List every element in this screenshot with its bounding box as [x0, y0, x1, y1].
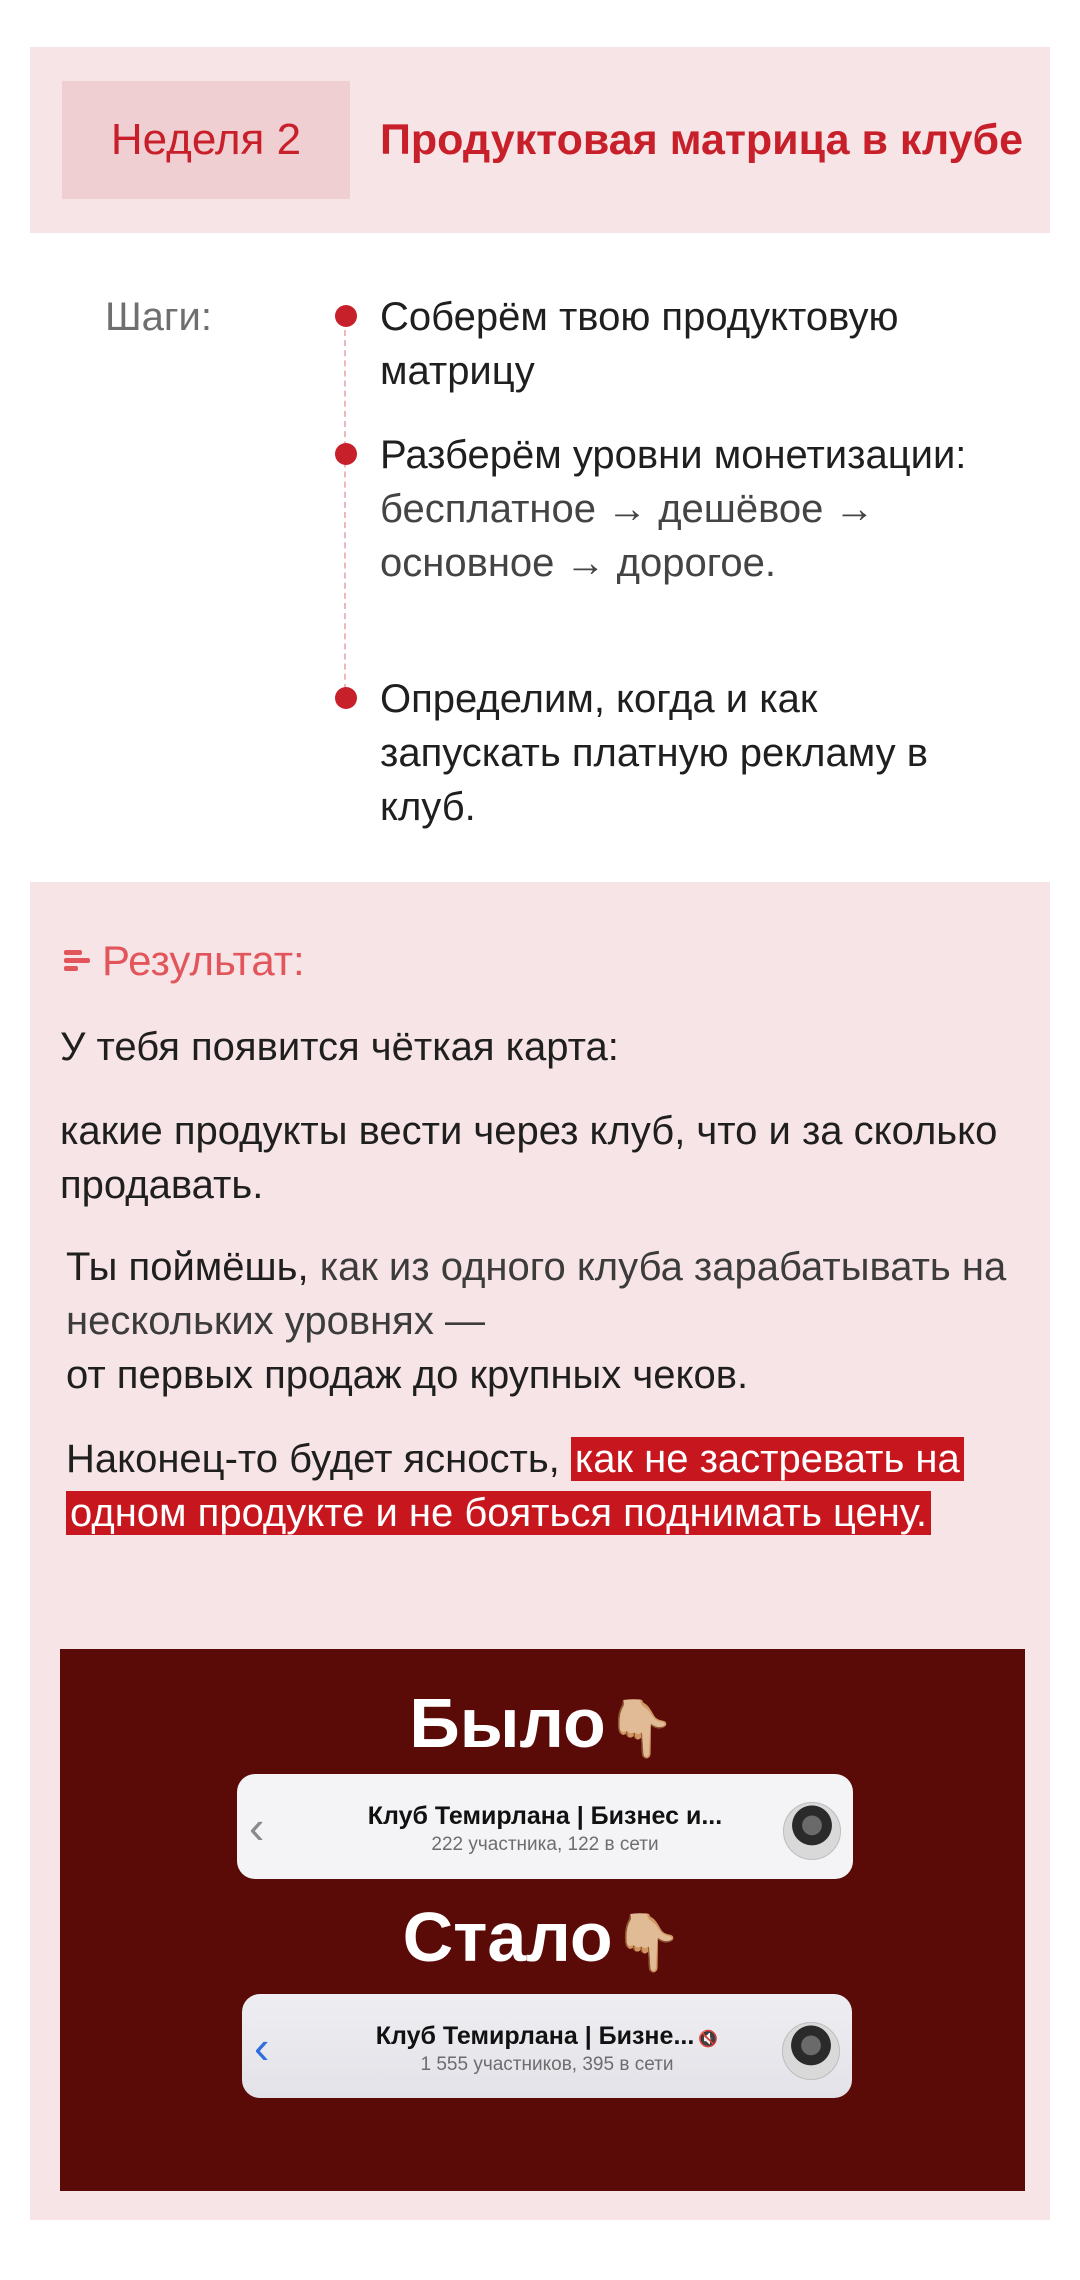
after-label-text: Стало — [402, 1898, 613, 1976]
step-text: Определим, когда и как запускать платную рекламу в клуб. — [380, 677, 929, 829]
result-heading — [64, 937, 305, 985]
step-text: Соберём твою продуктовую матрицу — [380, 295, 899, 393]
bullet-dot-icon — [335, 443, 357, 465]
pointing-down-hand-icon: 👇🏼 — [612, 1910, 683, 1974]
step-extra-text: бесплатное → дешёвое → основное → дорогое. — [380, 487, 875, 585]
avatar — [783, 1802, 841, 1860]
result-paragraph — [66, 1240, 1026, 1402]
result-paragraph: У тебя появится чёткая карта: — [60, 1025, 619, 1069]
result-strong-text: Ты поймёшь, — [66, 1245, 309, 1289]
back-chevron-icon: ‹ — [254, 2021, 270, 2073]
result-paragraph: какие продукты вести через клуб, что и за сколько продавать. — [60, 1109, 998, 1207]
text-lines-icon — [64, 950, 90, 972]
chat-title: Клуб Темирлана | Бизнес и... — [367, 1802, 723, 1830]
step-item — [380, 672, 980, 834]
result-text: Наконец-то будет ясность, — [66, 1437, 571, 1481]
before-after-panel — [60, 1649, 1025, 2191]
highlighted-text: как не застревать на одном продукте и не бояться поднимать цену. — [66, 1437, 964, 1535]
muted-speaker-icon: 🔇 — [698, 2031, 719, 2048]
before-label — [60, 1683, 1025, 1763]
chat-subtitle: 222 участника, 122 в сети — [431, 1834, 659, 1855]
chat-header-after — [242, 1994, 852, 2098]
chat-title-text: Клуб Темирлана | Бизне... — [375, 2022, 695, 2050]
week-badge: Неделя 2 — [62, 81, 350, 199]
result-text: как из одного клуба зарабатывать на нескольких уровнях — — [66, 1245, 1007, 1343]
bullet-dot-icon — [335, 687, 357, 709]
chat-header-before — [237, 1774, 853, 1879]
timeline-line — [344, 330, 346, 700]
chat-title — [242, 2022, 852, 2051]
pointing-down-hand-icon: 👇🏼 — [605, 1696, 676, 1760]
week-title: Продуктовая матрица в клубе — [380, 115, 1024, 164]
chat-subtitle: 1 555 участников, 395 в сети — [420, 2054, 674, 2075]
step-item — [380, 428, 980, 590]
after-label — [60, 1897, 1025, 1977]
week-header — [30, 47, 1050, 233]
before-label-text: Было — [409, 1684, 606, 1762]
steps-label: Шаги: — [105, 295, 212, 339]
result-section — [30, 882, 1050, 2220]
result-text: от первых продаж до крупных чеков. — [66, 1353, 749, 1397]
result-paragraph — [66, 1432, 1046, 1540]
bullet-dot-icon — [335, 305, 357, 327]
result-heading-text: Результат: — [102, 937, 305, 984]
avatar — [782, 2022, 840, 2080]
back-chevron-icon: ‹ — [249, 1801, 265, 1853]
step-item — [380, 290, 980, 398]
step-text: Разберём уровни монетизации: — [380, 433, 967, 477]
